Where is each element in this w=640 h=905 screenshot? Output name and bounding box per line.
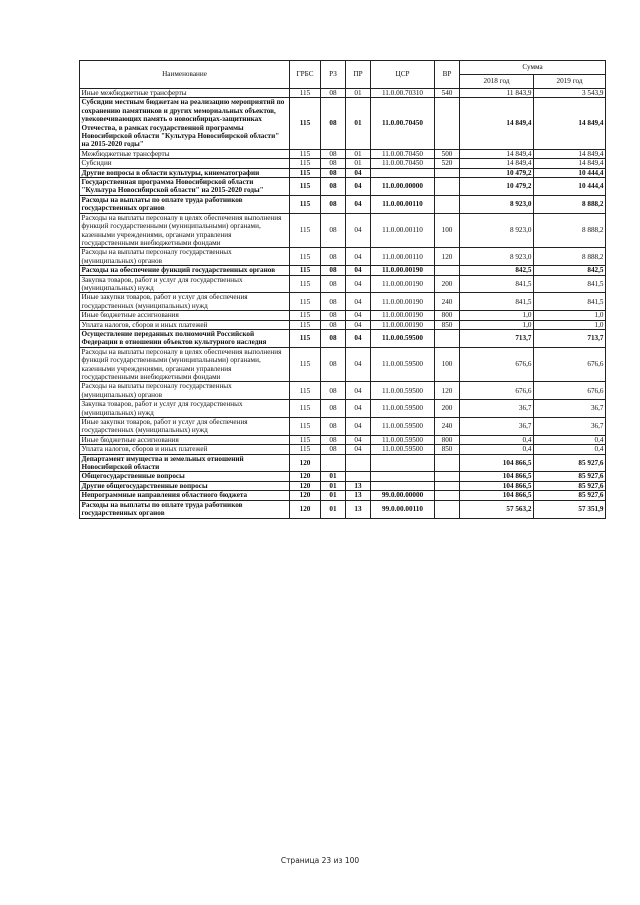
row-pr: 13 bbox=[346, 491, 371, 500]
row-grbs: 120 bbox=[290, 454, 321, 472]
table-row bbox=[80, 400, 606, 418]
row-vr: 500 bbox=[435, 149, 460, 158]
row-csr: 11.0.00.00110 bbox=[371, 195, 435, 213]
row-csr: 11.0.00.59500 bbox=[371, 418, 435, 436]
row-name: Другие общегосударственные вопросы bbox=[80, 481, 290, 490]
row-pr bbox=[346, 454, 371, 472]
table-row bbox=[80, 178, 606, 196]
row-vr bbox=[435, 168, 460, 177]
row-sum-2018: 842,5 bbox=[460, 266, 534, 275]
row-vr bbox=[435, 472, 460, 481]
row-grbs: 115 bbox=[290, 149, 321, 158]
row-grbs: 120 bbox=[290, 491, 321, 500]
row-sum-2018: 14 849,4 bbox=[460, 98, 534, 149]
row-sum-2019: 841,5 bbox=[534, 293, 606, 311]
row-name: Уплата налогов, сборов и иных платежей bbox=[80, 445, 290, 454]
row-csr bbox=[371, 472, 435, 481]
row-name: Другие вопросы в области культуры, кинематографии bbox=[80, 168, 290, 177]
row-sum-2018: 10 479,2 bbox=[460, 178, 534, 196]
row-sum-2019: 8 888,2 bbox=[534, 213, 606, 248]
table-row bbox=[80, 213, 606, 248]
row-vr bbox=[435, 329, 460, 347]
row-pr: 01 bbox=[346, 89, 371, 98]
row-grbs: 115 bbox=[290, 178, 321, 196]
row-sum-2019: 676,6 bbox=[534, 347, 606, 382]
row-sum-2019: 10 444,4 bbox=[534, 178, 606, 196]
row-vr: 800 bbox=[435, 435, 460, 444]
row-grbs: 115 bbox=[290, 275, 321, 293]
row-rz: 08 bbox=[321, 98, 346, 149]
row-sum-2018: 841,5 bbox=[460, 293, 534, 311]
row-csr: 11.0.00.70450 bbox=[371, 149, 435, 158]
row-grbs: 115 bbox=[290, 435, 321, 444]
row-name: Уплата налогов, сборов и иных платежей bbox=[80, 320, 290, 329]
row-grbs: 115 bbox=[290, 311, 321, 320]
row-sum-2019: 8 888,2 bbox=[534, 195, 606, 213]
row-rz: 08 bbox=[321, 382, 346, 400]
row-grbs: 115 bbox=[290, 382, 321, 400]
row-rz: 08 bbox=[321, 347, 346, 382]
row-csr: 11.0.00.70450 bbox=[371, 98, 435, 149]
row-csr: 11.0.00.59500 bbox=[371, 382, 435, 400]
row-sum-2019: 1,0 bbox=[534, 320, 606, 329]
row-csr: 11.0.00.70310 bbox=[371, 89, 435, 98]
row-rz: 08 bbox=[321, 320, 346, 329]
row-name: Иные бюджетные ассигнования bbox=[80, 435, 290, 444]
row-pr: 04 bbox=[346, 329, 371, 347]
row-name: Расходы на выплаты персоналу в целях обеспечения выполнения функций государственными (муниципальными) органами, казенными учреждениями, органами управления государственными внебюджетными фондами bbox=[80, 347, 290, 382]
row-name: Департамент имущества и земельных отношений Новосибирской области bbox=[80, 454, 290, 472]
row-sum-2019: 713,7 bbox=[534, 329, 606, 347]
row-rz bbox=[321, 454, 346, 472]
row-csr: 11.0.00.59500 bbox=[371, 347, 435, 382]
row-pr: 04 bbox=[346, 168, 371, 177]
row-sum-2018: 713,7 bbox=[460, 329, 534, 347]
row-grbs: 115 bbox=[290, 98, 321, 149]
row-csr: 11.0.00.00190 bbox=[371, 320, 435, 329]
row-vr bbox=[435, 98, 460, 149]
row-rz: 08 bbox=[321, 293, 346, 311]
row-pr: 13 bbox=[346, 481, 371, 490]
row-sum-2019: 36,7 bbox=[534, 418, 606, 436]
row-vr bbox=[435, 178, 460, 196]
row-sum-2019: 676,6 bbox=[534, 382, 606, 400]
row-csr: 11.0.00.59500 bbox=[371, 435, 435, 444]
row-sum-2018: 104 866,5 bbox=[460, 481, 534, 490]
table-row bbox=[80, 491, 606, 500]
row-pr: 04 bbox=[346, 320, 371, 329]
row-pr: 04 bbox=[346, 293, 371, 311]
row-rz: 01 bbox=[321, 472, 346, 481]
row-name: Иные закупки товаров, работ и услуг для обеспечения государственных (муниципальных) нужд bbox=[80, 293, 290, 311]
row-name: Расходы на выплаты персоналу государственных (муниципальных) органов bbox=[80, 248, 290, 266]
table-row bbox=[80, 98, 606, 149]
row-name: Межбюджетные трансферты bbox=[80, 149, 290, 158]
row-pr: 04 bbox=[346, 195, 371, 213]
row-name: Расходы на выплаты по оплате труда работников государственных органов bbox=[80, 500, 290, 518]
row-rz: 08 bbox=[321, 178, 346, 196]
row-sum-2019: 57 351,9 bbox=[534, 500, 606, 518]
row-grbs: 115 bbox=[290, 445, 321, 454]
row-grbs: 115 bbox=[290, 329, 321, 347]
row-sum-2019: 85 927,6 bbox=[534, 491, 606, 500]
row-sum-2019: 36,7 bbox=[534, 400, 606, 418]
row-sum-2018: 104 866,5 bbox=[460, 454, 534, 472]
row-vr: 120 bbox=[435, 248, 460, 266]
row-grbs: 115 bbox=[290, 266, 321, 275]
row-csr: 11.0.00.00190 bbox=[371, 266, 435, 275]
header-2019: 2019 год bbox=[534, 75, 606, 89]
row-csr: 11.0.00.59500 bbox=[371, 400, 435, 418]
row-rz: 08 bbox=[321, 329, 346, 347]
row-sum-2018: 1,0 bbox=[460, 320, 534, 329]
table-row bbox=[80, 500, 606, 518]
row-rz: 08 bbox=[321, 275, 346, 293]
row-sum-2018: 36,7 bbox=[460, 418, 534, 436]
row-sum-2019: 8 888,2 bbox=[534, 248, 606, 266]
row-vr: 800 bbox=[435, 311, 460, 320]
row-rz: 08 bbox=[321, 248, 346, 266]
row-sum-2018: 0,4 bbox=[460, 445, 534, 454]
row-sum-2018: 14 849,4 bbox=[460, 149, 534, 158]
row-sum-2019: 85 927,6 bbox=[534, 472, 606, 481]
row-name: Субсидии местным бюджетам на реализацию мероприятий по сохранению памятников и других мемориальных объектов, увековечивающих память о новосибирцах-защитниках Отечества, в рамках государственной программы Новосибирской области "Культура Новосибирской области" на 2015-2020 годы" bbox=[80, 98, 290, 149]
row-vr: 850 bbox=[435, 320, 460, 329]
table-row bbox=[80, 320, 606, 329]
row-pr: 01 bbox=[346, 149, 371, 158]
row-rz: 01 bbox=[321, 481, 346, 490]
table-row bbox=[80, 266, 606, 275]
row-pr: 04 bbox=[346, 445, 371, 454]
row-pr bbox=[346, 472, 371, 481]
row-csr bbox=[371, 454, 435, 472]
table-row bbox=[80, 454, 606, 472]
row-name: Расходы на обеспечение функций государственных органов bbox=[80, 266, 290, 275]
row-rz: 08 bbox=[321, 418, 346, 436]
row-vr bbox=[435, 195, 460, 213]
table-row bbox=[80, 89, 606, 98]
row-pr: 04 bbox=[346, 178, 371, 196]
row-sum-2018: 676,6 bbox=[460, 347, 534, 382]
table-row bbox=[80, 248, 606, 266]
row-name: Закупка товаров, работ и услуг для государственных (муниципальных) нужд bbox=[80, 275, 290, 293]
row-sum-2018: 11 843,9 bbox=[460, 89, 534, 98]
row-sum-2018: 841,5 bbox=[460, 275, 534, 293]
row-pr: 04 bbox=[346, 275, 371, 293]
row-name: Закупка товаров, работ и услуг для государственных (муниципальных) нужд bbox=[80, 400, 290, 418]
table-row bbox=[80, 195, 606, 213]
row-grbs: 115 bbox=[290, 159, 321, 168]
row-name: Государственная программа Новосибирской области "Культура Новосибирской области" на 2015-2020 годы" bbox=[80, 178, 290, 196]
row-pr: 13 bbox=[346, 500, 371, 518]
table-row bbox=[80, 149, 606, 158]
row-rz: 08 bbox=[321, 149, 346, 158]
row-grbs: 115 bbox=[290, 418, 321, 436]
row-rz: 01 bbox=[321, 500, 346, 518]
header-vr: ВР bbox=[435, 61, 460, 89]
row-sum-2018: 104 866,5 bbox=[460, 472, 534, 481]
page-number: Страница 23 из 100 bbox=[280, 856, 360, 865]
row-rz: 08 bbox=[321, 311, 346, 320]
row-csr: 11.0.00.00190 bbox=[371, 293, 435, 311]
row-vr: 240 bbox=[435, 418, 460, 436]
row-csr: 11.0.00.00110 bbox=[371, 248, 435, 266]
row-name: Иные бюджетные ассигнования bbox=[80, 311, 290, 320]
budget-table bbox=[79, 60, 606, 519]
row-vr: 100 bbox=[435, 347, 460, 382]
row-csr: 11.0.00.70450 bbox=[371, 159, 435, 168]
row-vr: 120 bbox=[435, 382, 460, 400]
row-sum-2019: 1,0 bbox=[534, 311, 606, 320]
row-vr: 240 bbox=[435, 293, 460, 311]
row-sum-2019: 0,4 bbox=[534, 445, 606, 454]
row-vr bbox=[435, 491, 460, 500]
row-grbs: 115 bbox=[290, 347, 321, 382]
row-vr: 520 bbox=[435, 159, 460, 168]
row-rz: 08 bbox=[321, 266, 346, 275]
row-grbs: 115 bbox=[290, 248, 321, 266]
row-sum-2018: 36,7 bbox=[460, 400, 534, 418]
row-sum-2019: 0,4 bbox=[534, 435, 606, 444]
row-pr: 04 bbox=[346, 347, 371, 382]
table-row bbox=[80, 168, 606, 177]
row-sum-2018: 8 923,0 bbox=[460, 248, 534, 266]
row-sum-2018: 8 923,0 bbox=[460, 195, 534, 213]
row-name: Непрограммные направления областного бюджета bbox=[80, 491, 290, 500]
table-row bbox=[80, 329, 606, 347]
row-pr: 04 bbox=[346, 248, 371, 266]
row-pr: 04 bbox=[346, 435, 371, 444]
row-vr: 100 bbox=[435, 213, 460, 248]
row-csr: 11.0.00.59500 bbox=[371, 329, 435, 347]
row-pr: 04 bbox=[346, 382, 371, 400]
row-sum-2018: 8 923,0 bbox=[460, 213, 534, 248]
row-vr: 850 bbox=[435, 445, 460, 454]
header-sum: Сумма bbox=[460, 61, 606, 75]
row-pr: 01 bbox=[346, 159, 371, 168]
row-csr: 99.0.00.00000 bbox=[371, 491, 435, 500]
row-grbs: 115 bbox=[290, 89, 321, 98]
row-grbs: 115 bbox=[290, 400, 321, 418]
table-row bbox=[80, 435, 606, 444]
row-sum-2018: 104 866,5 bbox=[460, 491, 534, 500]
table-row bbox=[80, 311, 606, 320]
table-row bbox=[80, 481, 606, 490]
row-grbs: 115 bbox=[290, 320, 321, 329]
row-name: Расходы на выплаты персоналу в целях обеспечения выполнения функций государственными (муниципальными) органами, казенными учреждениями, органами управления государственными внебюджетными фондами bbox=[80, 213, 290, 248]
header-csr: ЦСР bbox=[371, 61, 435, 89]
table-row bbox=[80, 382, 606, 400]
table-header bbox=[80, 61, 606, 89]
row-vr bbox=[435, 500, 460, 518]
row-name: Общегосударственные вопросы bbox=[80, 472, 290, 481]
row-name: Иные межбюджетные трансферты bbox=[80, 89, 290, 98]
row-sum-2018: 10 479,2 bbox=[460, 168, 534, 177]
row-rz: 08 bbox=[321, 195, 346, 213]
row-rz: 08 bbox=[321, 445, 346, 454]
row-vr bbox=[435, 454, 460, 472]
header-pr: ПР bbox=[346, 61, 371, 89]
row-name: Субсидии bbox=[80, 159, 290, 168]
row-name: Расходы на выплаты по оплате труда работников государственных органов bbox=[80, 195, 290, 213]
row-csr: 11.0.00.00190 bbox=[371, 275, 435, 293]
row-sum-2019: 841,5 bbox=[534, 275, 606, 293]
row-pr: 04 bbox=[346, 266, 371, 275]
row-name: Расходы на выплаты персоналу государственных (муниципальных) органов bbox=[80, 382, 290, 400]
table-row bbox=[80, 347, 606, 382]
row-sum-2019: 14 849,4 bbox=[534, 98, 606, 149]
row-rz: 08 bbox=[321, 400, 346, 418]
row-sum-2018: 57 563,2 bbox=[460, 500, 534, 518]
row-vr: 200 bbox=[435, 400, 460, 418]
row-sum-2019: 14 849,4 bbox=[534, 149, 606, 158]
row-pr: 01 bbox=[346, 98, 371, 149]
row-csr bbox=[371, 168, 435, 177]
header-rz: РЗ bbox=[321, 61, 346, 89]
row-sum-2018: 0,4 bbox=[460, 435, 534, 444]
row-csr: 11.0.00.00110 bbox=[371, 213, 435, 248]
row-sum-2019: 10 444,4 bbox=[534, 168, 606, 177]
table-row bbox=[80, 159, 606, 168]
row-sum-2019: 85 927,6 bbox=[534, 481, 606, 490]
row-csr: 11.0.00.00190 bbox=[371, 311, 435, 320]
table-row bbox=[80, 275, 606, 293]
table-row bbox=[80, 293, 606, 311]
row-csr: 99.0.00.00110 bbox=[371, 500, 435, 518]
row-vr: 540 bbox=[435, 89, 460, 98]
row-rz: 08 bbox=[321, 89, 346, 98]
row-csr: 11.0.00.00000 bbox=[371, 178, 435, 196]
row-grbs: 115 bbox=[290, 213, 321, 248]
row-sum-2019: 842,5 bbox=[534, 266, 606, 275]
table-row bbox=[80, 445, 606, 454]
row-grbs: 115 bbox=[290, 195, 321, 213]
table-row bbox=[80, 472, 606, 481]
row-pr: 04 bbox=[346, 213, 371, 248]
row-sum-2019: 85 927,6 bbox=[534, 454, 606, 472]
row-grbs: 120 bbox=[290, 472, 321, 481]
row-pr: 04 bbox=[346, 418, 371, 436]
row-grbs: 115 bbox=[290, 293, 321, 311]
table-row bbox=[80, 418, 606, 436]
header-grbs: ГРБС bbox=[290, 61, 321, 89]
row-sum-2019: 14 849,4 bbox=[534, 159, 606, 168]
row-name: Иные закупки товаров, работ и услуг для обеспечения государственных (муниципальных) нужд bbox=[80, 418, 290, 436]
row-sum-2018: 676,6 bbox=[460, 382, 534, 400]
row-grbs: 120 bbox=[290, 500, 321, 518]
row-sum-2018: 1,0 bbox=[460, 311, 534, 320]
row-sum-2019: 3 543,9 bbox=[534, 89, 606, 98]
row-rz: 08 bbox=[321, 168, 346, 177]
header-name: Наименование bbox=[80, 61, 290, 89]
row-sum-2018: 14 849,4 bbox=[460, 159, 534, 168]
row-csr: 11.0.00.59500 bbox=[371, 445, 435, 454]
row-csr bbox=[371, 481, 435, 490]
row-vr bbox=[435, 266, 460, 275]
header-2018: 2018 год bbox=[460, 75, 534, 89]
row-pr: 04 bbox=[346, 400, 371, 418]
table-body bbox=[80, 89, 606, 519]
row-vr: 200 bbox=[435, 275, 460, 293]
row-name: Осуществление переданных полномочий Российской Федерации в отношении объектов культурного наследия bbox=[80, 329, 290, 347]
row-rz: 01 bbox=[321, 491, 346, 500]
row-grbs: 120 bbox=[290, 481, 321, 490]
row-pr: 04 bbox=[346, 311, 371, 320]
row-rz: 08 bbox=[321, 213, 346, 248]
row-rz: 08 bbox=[321, 435, 346, 444]
row-grbs: 115 bbox=[290, 168, 321, 177]
row-vr bbox=[435, 481, 460, 490]
row-rz: 08 bbox=[321, 159, 346, 168]
